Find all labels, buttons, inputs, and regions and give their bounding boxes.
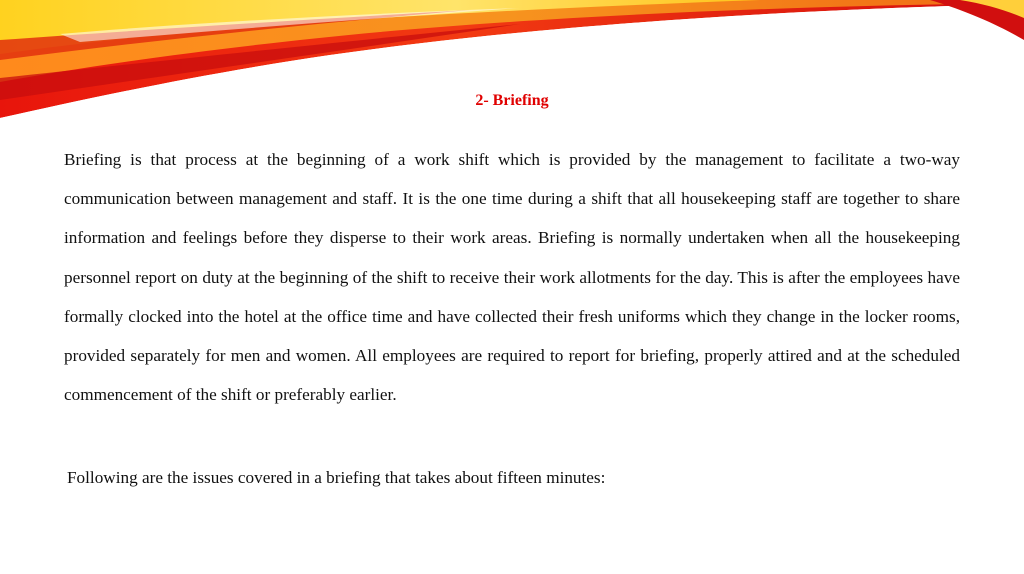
slide-title-text: 2- Briefing	[475, 92, 549, 109]
slide-title	[0, 91, 1024, 111]
following-issues-text: Following are the issues covered in a briefing that takes about fifteen minutes:	[67, 468, 606, 487]
briefing-paragraph: Briefing is that process at the beginning of a work shift which is provided by the management to facilitate a two-way communication between management and staff. It is the one time during a shift that all housekeeping staff are together to share information and feelings before they disperse to their work areas. Briefing is normally undertaken when all the housekeeping personnel report on duty at the beginning of the shift to receive their work allotments for the day. This is after the employees have formally clocked into the hotel at the office time and have collected their fresh uniforms which they change in the locker rooms, provided separately for men and women. All employees are required to report for briefing, properly attired and at the scheduled commencement of the shift or preferably earlier.	[64, 150, 960, 405]
